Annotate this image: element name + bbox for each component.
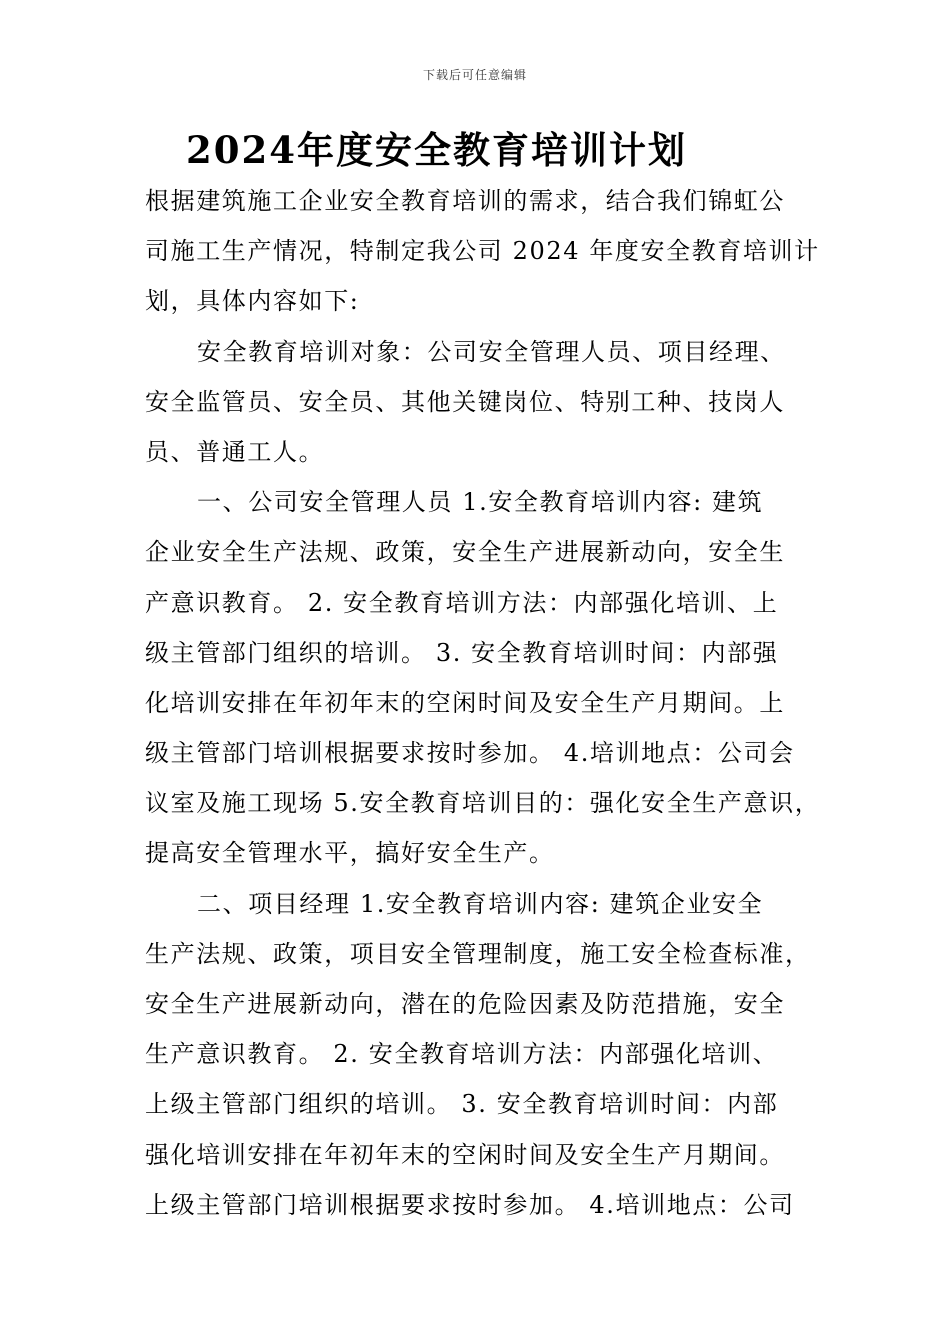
header-note: 下载后可任意编辑 [422, 68, 527, 82]
body-line: 司施工生产情况，特制定我公司 2024 年度安全教育培训计 [145, 237, 820, 266]
body-line: 议室及施工现场 5.安全教育培训目的：强化安全生产意识， [145, 789, 821, 818]
body-line: 安全教育培训对象：公司安全管理人员、项目经理、 [197, 337, 786, 366]
section-heading-line: 一、公司安全管理人员 1.安全教育培训内容: 建筑 [197, 488, 764, 517]
body-line: 生产法规、政策，项目安全管理制度，施工安全检查标准， [145, 939, 811, 968]
body-line: 根据建筑施工企业安全教育培训的需求，结合我们锦虹公 [145, 187, 785, 215]
body-line: 划，具体内容如下: [145, 287, 360, 316]
body-line: 级主管部门培训根据要求按时参加。 4.培训地点：公司会 [145, 739, 795, 768]
body-line: 上级主管部门培训根据要求按时参加。 4.培训地点：公司 [145, 1190, 795, 1219]
document-body [145, 176, 821, 1230]
body-line: 级主管部门组织的培训。 3. 安全教育培训时间：内部强 [145, 638, 779, 667]
body-line: 生产意识教育。 2. 安全教育培训方法：内部强化培训、 [145, 1040, 779, 1069]
section-heading-line: 二、项目经理 1.安全教育培训内容: 建筑企业安全 [197, 889, 764, 918]
body-line: 员、普通工人。 [145, 437, 325, 466]
document-title: 2024年度安全教育培训计划 [186, 128, 687, 172]
body-line: 化培训安排在年初年末的空闲时间及安全生产月期间。上 [145, 688, 785, 717]
body-line: 安全生产进展新动向，潜在的危险因素及防范措施，安全 [145, 990, 785, 1018]
body-line: 上级主管部门组织的培训。 3. 安全教育培训时间：内部 [145, 1090, 779, 1119]
body-line: 提高安全管理水平，搞好安全生产。 [145, 839, 555, 868]
body-line: 产意识教育。 2. 安全教育培训方法：内部强化培训、上 [145, 588, 779, 617]
body-line: 安全监管员、安全员、其他关键岗位、特别工种、技岗人 [145, 387, 785, 416]
body-line: 企业安全生产法规、政策，安全生产进展新动向，安全生 [145, 538, 785, 567]
body-line: 强化培训安排在年初年末的空闲时间及安全生产月期间。 [145, 1140, 785, 1169]
